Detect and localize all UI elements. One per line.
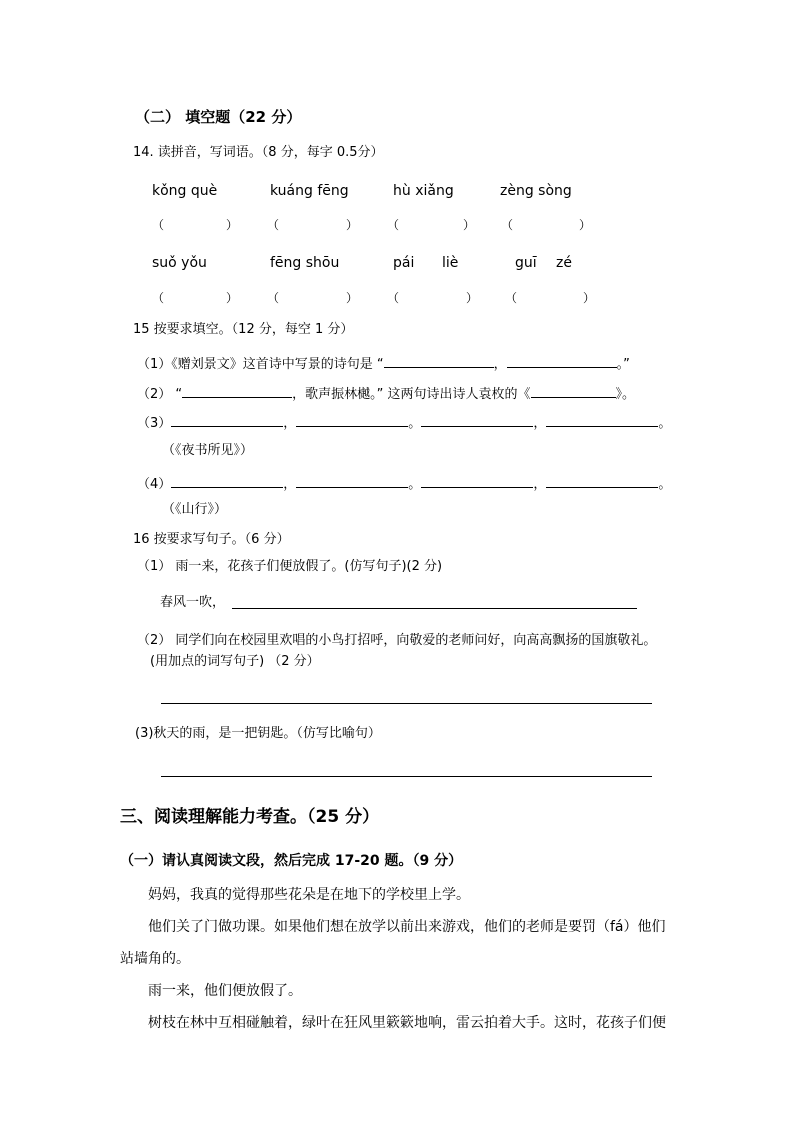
q15-item-4-source: （《山行》） xyxy=(162,502,228,517)
question-15-title: 15 按要求填空。（12 分，每空 1 分） xyxy=(133,322,354,337)
q15-item-4-label: （4） xyxy=(137,477,172,492)
q16-item-1: （1） 雨一来，花孩子们便放假了。(仿写句子)(2 分) xyxy=(137,559,443,574)
question-14-title: 14. 读拼音，写词语。（8 分，每字 0.5分） xyxy=(133,145,384,160)
reading-paragraph-2-line-1: 他们关了门做功课。如果他们想在放学以前出来游戏，他们的老师是要罚（fá）他们 xyxy=(148,919,666,935)
pinyin-hu-xiang: hù xiǎng xyxy=(393,183,454,199)
paren-open: （ xyxy=(152,291,165,305)
period: 。 xyxy=(408,416,422,431)
q15-item-2 xyxy=(137,385,635,401)
comma: ， xyxy=(283,477,297,492)
answer-line[interactable] xyxy=(161,776,652,777)
blank-line[interactable] xyxy=(546,475,658,488)
reading-paragraph-4: 树枝在林中互相碰触着，绿叶在狂风里簌簌地响，雷云拍着大手。这时，花孩子们便 xyxy=(148,1015,666,1031)
period: 。 xyxy=(658,477,672,492)
q15-item-3-source: （《夜书所见》） xyxy=(162,443,254,458)
blank-line[interactable] xyxy=(182,385,292,398)
paren-open: （ xyxy=(267,218,280,232)
reading-part-1-heading: （一）请认真阅读文段，然后完成 17-20 题。（9 分） xyxy=(120,853,463,869)
blank-line[interactable] xyxy=(531,385,616,398)
period: 。 xyxy=(658,416,672,431)
pinyin-pai: pái xyxy=(393,255,415,271)
pinyin-suo-you: suǒ yǒu xyxy=(152,255,207,271)
q16-item-2-line-2: (用加点的词写句子) （2 分） xyxy=(150,654,320,669)
question-16-title: 16 按要求写句子。（6 分） xyxy=(133,532,290,547)
pinyin-ze: zé xyxy=(556,255,572,271)
comma: ， xyxy=(283,416,297,431)
blank-line[interactable] xyxy=(421,414,533,427)
q16-item-1-prompt: 春风一吹， xyxy=(160,595,226,610)
section-heading-reading: 三、阅读理解能力考查。（25 分） xyxy=(120,807,380,827)
section-heading-fill-blank: （二） 填空题（22 分） xyxy=(135,108,302,126)
paren-open: （ xyxy=(387,218,400,232)
reading-paragraph-3: 雨一来，他们便放假了。 xyxy=(148,983,302,999)
comma: ， xyxy=(493,357,507,372)
paren-open: （ xyxy=(501,218,514,232)
blank-line[interactable] xyxy=(171,414,283,427)
q15-item-2-close: 》。 xyxy=(615,387,636,402)
blank-line[interactable] xyxy=(507,355,617,368)
blank-line[interactable] xyxy=(171,475,283,488)
paren-close: ） xyxy=(226,218,239,232)
comma: ， xyxy=(533,416,547,431)
answer-line[interactable] xyxy=(161,703,652,704)
q15-item-3-label: （3） xyxy=(137,416,172,431)
pinyin-kuang-feng: kuáng fēng xyxy=(270,183,349,199)
pinyin-feng-shou: fēng shōu xyxy=(270,255,340,271)
paren-open: （ xyxy=(387,291,400,305)
pinyin-kong-que: kǒng què xyxy=(152,183,218,199)
paren-open: （ xyxy=(505,291,518,305)
q15-item-2-prompt: ，歌声振林樾。” 这两句诗出诗人袁枚的《 xyxy=(292,387,531,402)
answer-line[interactable] xyxy=(232,608,637,609)
comma: ， xyxy=(533,477,547,492)
q15-item-4 xyxy=(137,475,671,491)
paren-open: （ xyxy=(267,291,280,305)
paren-close: ） xyxy=(579,218,592,232)
reading-paragraph-1: 妈妈，我真的觉得那些花朵是在地下的学校里上学。 xyxy=(148,887,470,903)
paren-close: ） xyxy=(463,218,476,232)
q16-item-2-line-1: （2） 同学们向在校园里欢唱的小鸟打招呼，向敬爱的老师问好，向高高飘扬的国旗敬礼。 xyxy=(137,633,657,648)
q15-item-3 xyxy=(137,414,671,430)
reading-paragraph-2-line-2: 站墙角的。 xyxy=(120,951,190,967)
paren-close: ） xyxy=(346,218,359,232)
pinyin-lie: liè xyxy=(442,255,459,271)
blank-line[interactable] xyxy=(421,475,533,488)
q15-item-2-open: （2） “ xyxy=(137,387,183,402)
blank-line[interactable] xyxy=(296,475,408,488)
paren-close: ） xyxy=(583,291,596,305)
close-quote: 。” xyxy=(616,357,630,372)
blank-line[interactable] xyxy=(296,414,408,427)
q15-item-1-prompt: （1）《赠刘景文》这首诗中写景的诗句是 “ xyxy=(137,357,384,372)
period: 。 xyxy=(408,477,422,492)
pinyin-gui: guī xyxy=(515,255,537,271)
q16-item-3: (3)秋天的雨，是一把钥匙。（仿写比喻句） xyxy=(135,726,381,741)
paren-close: ） xyxy=(466,291,479,305)
q15-item-1 xyxy=(137,355,630,371)
paren-close: ） xyxy=(226,291,239,305)
pinyin-zeng-song: zèng sòng xyxy=(500,183,572,199)
paren-close: ） xyxy=(346,291,359,305)
paren-open: （ xyxy=(152,218,165,232)
blank-line[interactable] xyxy=(546,414,658,427)
blank-line[interactable] xyxy=(384,355,494,368)
